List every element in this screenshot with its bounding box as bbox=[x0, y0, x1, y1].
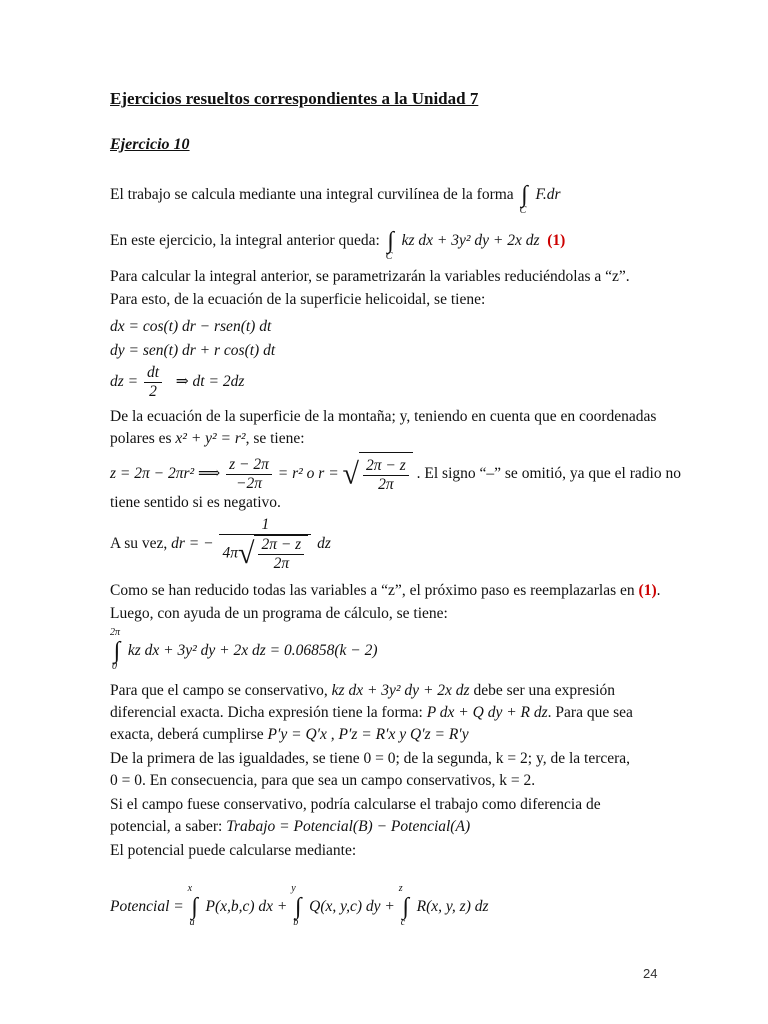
formula: kz dx + 3y² dy + 2x dz bbox=[401, 232, 540, 250]
equation-reference: (1) bbox=[547, 232, 566, 250]
integral-upper-limit: x bbox=[187, 883, 193, 894]
square-root: √ $\frac{2\pi - z}{2\pi}$ bbox=[238, 535, 308, 573]
paragraph-potential-difference: Si el campo fuese conservativo, podría calcularse el trabajo como diferencia de bbox=[110, 796, 601, 813]
numerator: 2π − z bbox=[363, 457, 409, 476]
text: En este ejercicio, la integral anterior queda: bbox=[110, 232, 380, 250]
integral-lower-limit: c bbox=[400, 917, 406, 928]
integral-sign: z ∫ c bbox=[398, 883, 410, 928]
paragraph-integral-result bbox=[110, 228, 670, 262]
text: El trabajo se calcula mediante una integral curvilínea de la forma bbox=[110, 186, 514, 204]
integral-lower-limit: 0 bbox=[112, 661, 117, 672]
text: polares es bbox=[110, 430, 172, 447]
text: . Para que sea bbox=[547, 704, 633, 721]
denominator: 2 bbox=[149, 382, 157, 400]
text: dz = bbox=[110, 373, 139, 390]
fraction bbox=[219, 516, 311, 573]
paragraph-potential-intro: El potencial puede calcularse mediante: bbox=[110, 842, 357, 859]
fraction bbox=[144, 364, 162, 401]
integral-sign: ∫ C bbox=[385, 228, 394, 262]
text: A su vez, bbox=[110, 535, 168, 552]
formula: x² + y² = r² bbox=[175, 430, 246, 447]
paragraph-polar bbox=[110, 428, 670, 450]
formula: R(x, y, z) dz bbox=[416, 898, 489, 916]
equation-z bbox=[110, 452, 681, 497]
text: ⇒ dt = 2dz bbox=[175, 373, 245, 390]
integral-sign: x ∫ a bbox=[187, 883, 198, 928]
formula: Potencial = bbox=[110, 898, 184, 916]
text: , se tiene: bbox=[245, 430, 305, 447]
document-title: Ejercicios resueltos correspondientes a la Unidad 7 bbox=[110, 89, 479, 108]
denominator: 2π bbox=[378, 475, 394, 493]
paragraph-negative: tiene sentido si es negativo. bbox=[110, 494, 281, 511]
numerator: dt bbox=[144, 364, 162, 383]
paragraph-exact bbox=[110, 702, 670, 724]
integral-lower-limit: C bbox=[519, 205, 527, 216]
formula: kz dx + 3y² dy + 2x dz = 0.06858(k − 2) bbox=[127, 642, 378, 660]
formula: z = 2π − 2πr² ⟹ bbox=[110, 465, 221, 483]
fraction bbox=[258, 536, 304, 573]
paragraph-work-formula bbox=[110, 816, 670, 838]
integral-lower-limit: C bbox=[385, 251, 393, 262]
text: Para que el campo se conservativo, bbox=[110, 682, 328, 699]
formula: Q(x, y,c) dy + bbox=[309, 898, 395, 916]
integral-sign: y ∫ b bbox=[291, 883, 302, 928]
equation-dx: dx = cos(t) dr − rsen(t) dt bbox=[110, 318, 272, 335]
formula: P(x,b,c) dx + bbox=[205, 898, 288, 916]
text: 4π bbox=[222, 544, 238, 562]
text: debe ser una expresión bbox=[473, 682, 616, 699]
text: potencial, a saber: bbox=[110, 818, 223, 835]
integral-upper-limit: 2π bbox=[110, 627, 121, 638]
formula: = r² o r = bbox=[277, 465, 339, 483]
equation-reference: (1) bbox=[638, 582, 657, 599]
denominator: 2π bbox=[273, 554, 290, 572]
denominator bbox=[219, 535, 311, 573]
equation-potential bbox=[110, 883, 670, 928]
paragraph-consequence: 0 = 0. En consecuencia, para que sea un campo conservativos, k = 2. bbox=[110, 772, 536, 789]
formula: P′y = Q′x , P′z = R′x y Q′z = R′y bbox=[267, 726, 469, 743]
paragraph-software: Luego, con ayuda de un programa de cálculo, se tiene: bbox=[110, 605, 448, 622]
numerator: 1 bbox=[219, 516, 311, 535]
numerator: z − 2π bbox=[226, 456, 272, 475]
paragraph-work-integral bbox=[110, 182, 670, 216]
equation-dy: dy = sen(t) dr + r cos(t) dt bbox=[110, 342, 276, 359]
text: diferencial exacta. Dicha expresión tiene la forma: bbox=[110, 704, 423, 721]
fraction bbox=[363, 457, 409, 494]
equation-dz bbox=[110, 362, 670, 402]
formula: dz bbox=[317, 535, 331, 552]
integral-upper-limit: z bbox=[398, 883, 403, 894]
paragraph-equalities: De la primera de las igualdades, se tiene 0 = 0; de la segunda, k = 2; y, de la tercera, bbox=[110, 750, 631, 767]
integral-lower-limit: a bbox=[189, 917, 195, 928]
formula: dr = − bbox=[171, 535, 214, 552]
integral-sign: ∫ C bbox=[519, 182, 528, 216]
paragraph-conditions bbox=[110, 724, 670, 746]
paragraph-replace bbox=[110, 580, 670, 602]
text: . El signo “–” se omitió, ya que el radio no bbox=[416, 465, 681, 483]
integral-sign: 2π ∫ 0 bbox=[110, 627, 121, 672]
numerator: 2π − z bbox=[258, 536, 304, 555]
text: exacta, deberá cumplirse bbox=[110, 726, 264, 743]
formula: F.dr bbox=[535, 186, 561, 204]
equation-definite-integral bbox=[110, 627, 670, 672]
integral-lower-limit: b bbox=[293, 917, 299, 928]
paragraph-helicoidal: Para esto, de la ecuación de la superficie helicoidal, se tiene: bbox=[110, 291, 486, 308]
paragraph-mountain: De la ecuación de la superficie de la montaña; y, teniendo en cuenta que en coordenadas bbox=[110, 408, 657, 425]
formula: kz dx + 3y² dy + 2x dz bbox=[331, 682, 470, 699]
denominator: −2π bbox=[236, 475, 263, 492]
paragraph-parametrize: Para calcular la integral anterior, se parametrizarán la variables reduciéndolas a “z”. bbox=[110, 268, 630, 285]
fraction bbox=[226, 456, 272, 493]
formula: Trabajo = Potencial(B) − Potencial(A) bbox=[226, 818, 471, 835]
text: . bbox=[656, 582, 661, 599]
equation-dr bbox=[110, 514, 670, 574]
text: Como se han reducido todas las variables a “z”, el próximo paso es reemplazarlas en bbox=[110, 582, 635, 599]
page-number: 24 bbox=[643, 966, 658, 981]
integral-upper-limit: y bbox=[291, 883, 296, 894]
paragraph-conservative bbox=[110, 680, 670, 702]
formula: P dx + Q dy + R dz bbox=[426, 704, 548, 721]
square-root: √ $\frac{2\pi - z}{2\pi}$ bbox=[343, 452, 413, 497]
exercise-heading: Ejercicio 10 bbox=[110, 136, 190, 153]
